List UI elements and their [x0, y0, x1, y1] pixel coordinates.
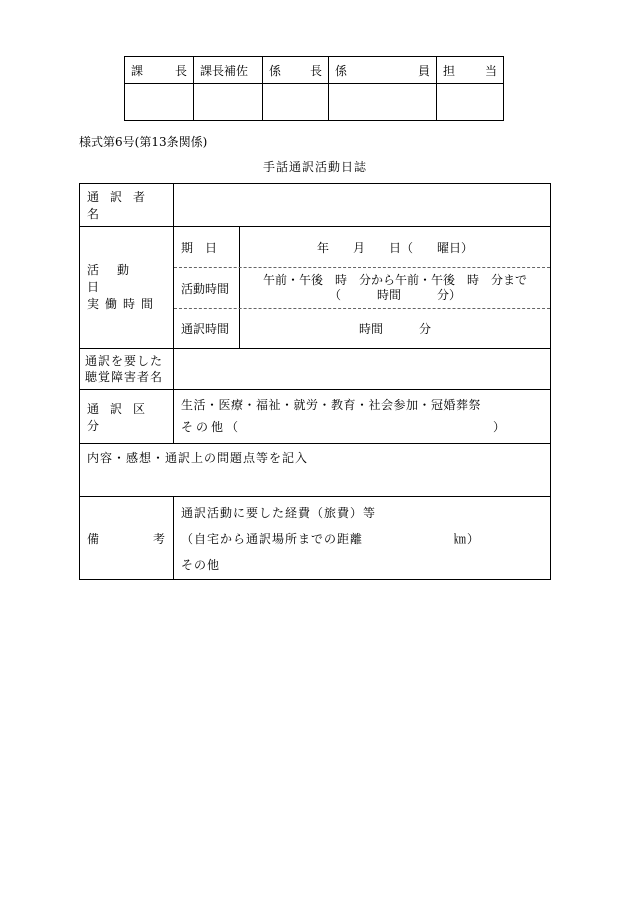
approval-stamp-table — [124, 56, 504, 121]
category-options[interactable]: 生活・医療・福祉・就労・教育・社会参加・冠婚葬祭 その他（ ） — [181, 398, 505, 434]
deaf-person-row — [80, 349, 550, 390]
interpret-time-label: 通訳時間 — [174, 309, 240, 348]
interpret-time-row — [174, 309, 550, 348]
stamp-cell-staff[interactable] — [329, 84, 437, 121]
approval-header-subsection-chief: 係 長 — [263, 57, 329, 84]
period-row — [174, 227, 550, 268]
activity-row — [80, 227, 550, 349]
category-row — [80, 390, 550, 444]
category-label: 通訳区分 — [80, 390, 174, 443]
content-note-label: 内容・感想・通訳上の問題点等を記入 — [87, 451, 309, 465]
activity-log-table — [79, 183, 551, 580]
interpret-time-field[interactable]: 時間 分 — [358, 322, 431, 336]
activity-time-label: 活動時間 — [174, 268, 240, 308]
period-label: 期 日 — [174, 227, 240, 267]
remarks-field[interactable]: 通訳活動に要した経費（旅費）等 （自宅から通訳場所までの距離 ㎞） その他 — [181, 506, 481, 572]
deaf-person-field[interactable] — [174, 349, 550, 389]
deaf-person-label: 通訳を要した 聴覚障害者名 — [80, 349, 174, 389]
content-note-row[interactable] — [80, 444, 550, 497]
interpreter-name-label: 通訳者名 — [80, 184, 174, 226]
period-field[interactable]: 年 月 日（ 曜日） — [316, 240, 473, 255]
activity-label: 活動日 実働時間 — [80, 227, 174, 348]
stamp-cell-subsection-chief[interactable] — [263, 84, 329, 121]
form-number: 様式第6号(第13条関係) — [79, 135, 208, 149]
approval-header-assistant-chief: 課長補佐 — [194, 57, 263, 84]
activity-time-field[interactable]: 午前・午後 時 分から午前・午後 時 分まで （ 時間 分） — [262, 273, 527, 302]
remarks-row — [80, 497, 550, 579]
activity-time-row — [174, 268, 550, 309]
stamp-cell-section-chief[interactable] — [125, 84, 194, 121]
activity-subtable — [174, 227, 550, 348]
approval-header-row — [125, 57, 504, 84]
approval-header-in-charge: 担 当 — [437, 57, 504, 84]
interpreter-name-field[interactable] — [174, 184, 550, 226]
stamp-cell-in-charge[interactable] — [437, 84, 504, 121]
stamp-cell-assistant-chief[interactable] — [194, 84, 263, 121]
interpreter-name-row — [80, 184, 550, 227]
remarks-label: 備 考 — [80, 497, 174, 579]
approval-stamp-row — [125, 84, 504, 121]
page-title: 手話通訳活動日誌 — [262, 160, 367, 174]
approval-header-section-chief: 課 長 — [125, 57, 194, 84]
approval-header-staff: 係 員 — [329, 57, 437, 84]
